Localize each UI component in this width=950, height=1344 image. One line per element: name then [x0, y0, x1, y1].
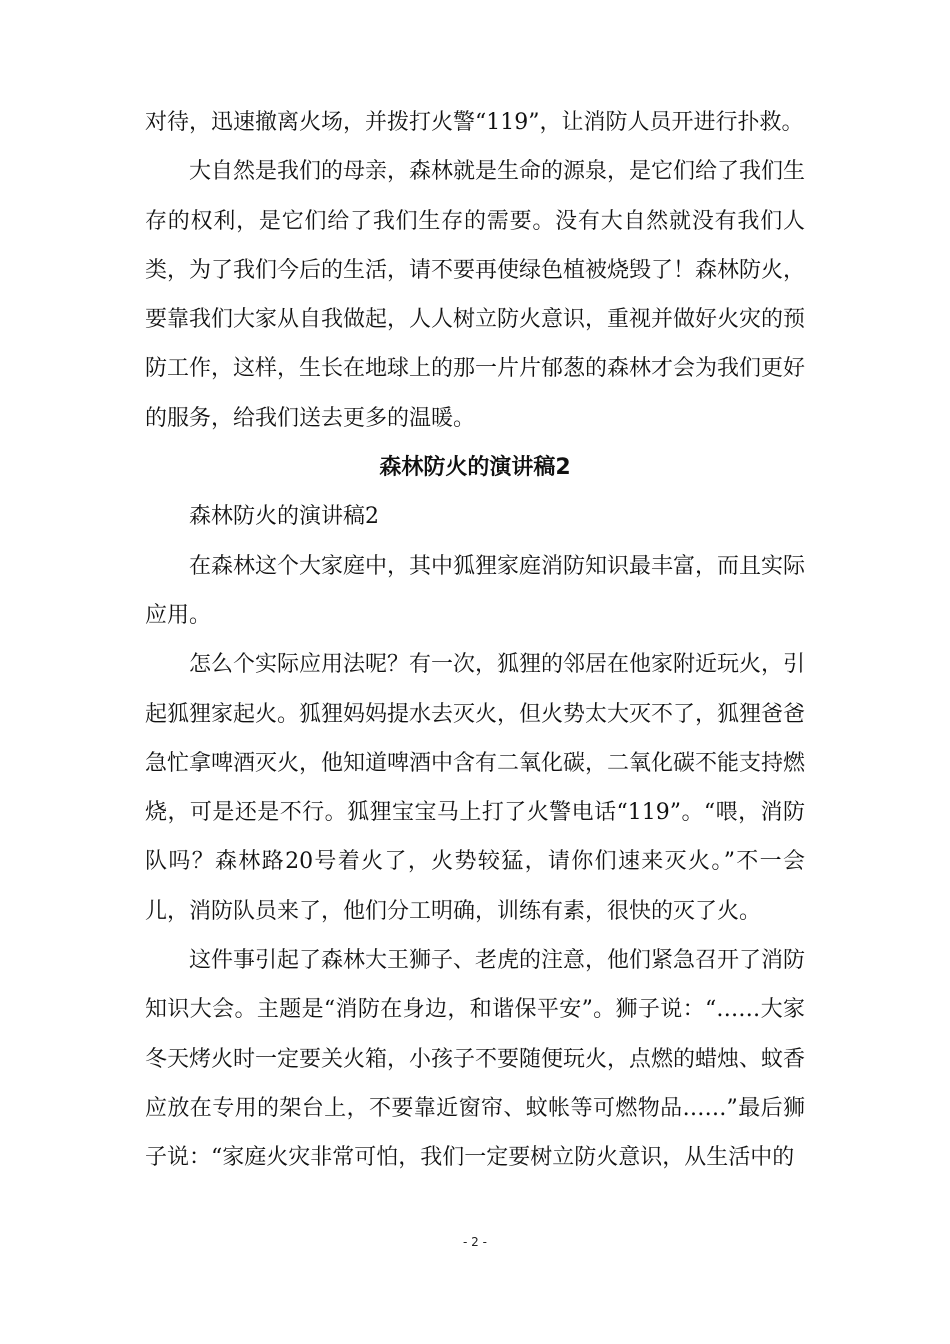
document-body [145, 98, 805, 1183]
paragraph-fox-family: 在森林这个大家庭中，其中狐狸家庭消防知识最丰富，而且实际应用。 [145, 553, 806, 628]
paragraph-subtitle: 森林防火的演讲稿2 [189, 504, 379, 530]
paragraph-continuation: 对待，迅速撤离火场，并拨打火警“119”，让消防人员开进行扑救。 [145, 110, 804, 135]
section-title: 森林防火的演讲稿2 [379, 455, 571, 481]
page-number: - 2 - [463, 1235, 487, 1249]
paragraph-fire-meeting: 这件事引起了森林大王狮子、老虎的注意，他们紧急召开了消防知识大会。主题是“消防在身边，和谐保平安”。狮子说：“……大家冬天烤火时一定要关火箱，小孩子不要随便玩火，点燃的蜡烛、蚊香应放在专用的架台上，不要靠近窗帘、蚊帐等可燃物品……”最后狮子说：“家庭火灾非常可怕，我们一定要树立防火意识，从生活中的 [145, 948, 806, 1171]
paragraph-nature: 大自然是我们的母亲，森林就是生命的源泉，是它们给了我们生存的权利，是它们给了我们生存的需要。没有大自然就没有我们人类，为了我们今后的生活，请不要再使绿色植被烧毁了！森林防火，要靠我们大家从自我做起，人人树立防火意识，重视并做好火灾的预防工作，这样，生长在地球上的那一片片郁葱的森林才会为我们更好的服务，给我们送去更多的温暖。 [145, 159, 806, 431]
paragraph-fire-story: 怎么个实际应用法呢？有一次，狐狸的邻居在他家附近玩火，引起狐狸家起火。狐狸妈妈提水去灭火，但火势太大灭不了，狐狸爸爸急忙拿啤酒灭火，他知道啤酒中含有二氧化碳，二氧化碳不能支持燃烧，可是还是不行。狐狸宝宝马上打了火警电话“119”。“喂，消防队吗？森林路20号着火了，火势较猛，请你们速来灭火。”不一会儿，消防队员来了，他们分工明确，训练有素，很快的灭了火。 [145, 652, 806, 924]
